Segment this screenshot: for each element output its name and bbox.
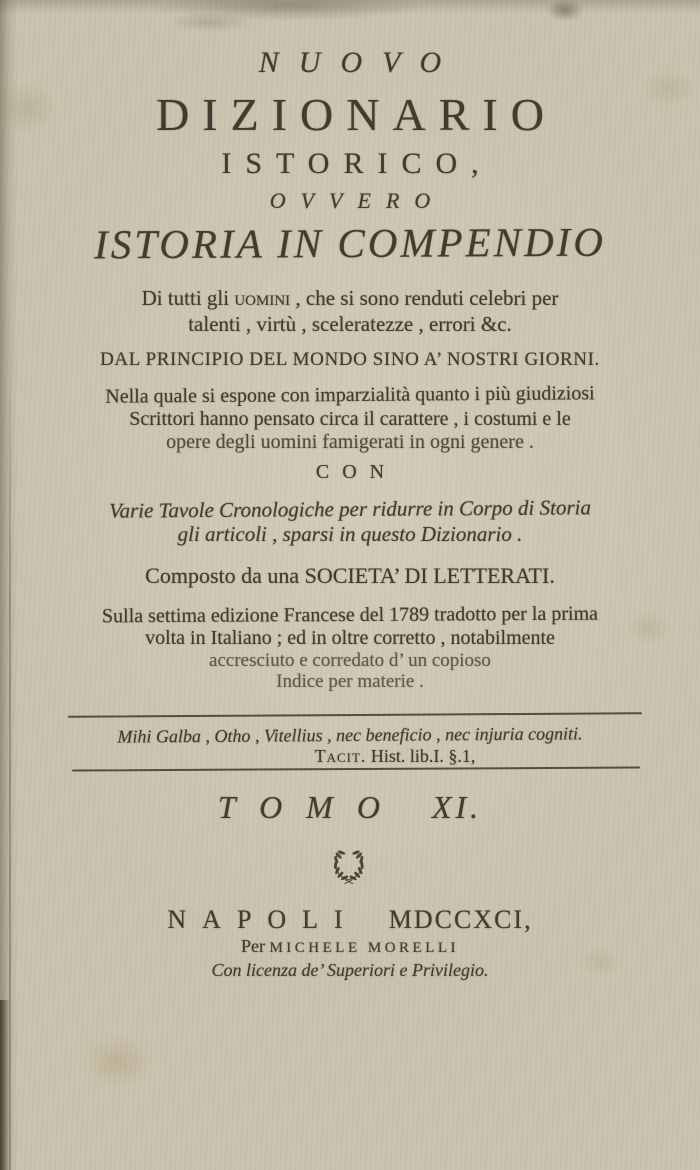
description-line-3: opere degli uomini famigerati in ogni genere . (166, 431, 534, 453)
imprint-publisher-pre: Per (240, 936, 270, 956)
epigraph-citation-author: Tacit. (314, 746, 367, 766)
subtitle-line-1 (0, 286, 700, 311)
edition-note-line-1: Sulla settima edizione Francese del 1789 tradotto per la prima (101, 602, 599, 628)
epigraph-quote: Mihi Galba , Otho , Vitellius , nec beneficio , nec injuria cogniti. (117, 723, 583, 747)
authorship-line: Composto da una SOCIETA’ DI LETTERATI. (145, 563, 555, 588)
title-line-nuovo: NUOVO (258, 46, 462, 79)
horizontal-rule-bottom (72, 767, 640, 772)
subtitle-line-2: talenti , virtù , sceleratezze , errori &c. (188, 312, 512, 336)
description-line-1: Nella quale si espone con imparzialità quanto i più giudiziosi (105, 382, 595, 408)
con-word: CON (315, 461, 398, 483)
subtitle-line1-smallcaps: uomini (234, 286, 291, 310)
epigraph-citation-rest: Hist. lib.I. §.1, (366, 746, 476, 766)
volume-word: TOMO (217, 789, 404, 825)
imprint-publisher-name: MICHELE MORELLI (269, 940, 460, 956)
tables-note-line-2: gli articoli , sparsi in questo Dizionario . (177, 522, 523, 546)
subtitle-line1-post: , che si sono renduti celebri per (290, 286, 559, 310)
edition-note-line-4: Indice per materie . (276, 671, 424, 692)
imprint-year: MDCCXCI, (388, 905, 533, 934)
page-crease (9, 350, 11, 1170)
description-line-2: Scrittori hanno pensato circa il carattere , i costumi e le (129, 408, 571, 430)
laurel-wreath-icon (319, 840, 379, 888)
scope-line: DAL PRINCIPIO DEL MONDO SINO A’ NOSTRI GIORNI. (100, 349, 600, 370)
epigraph-citation (90, 746, 700, 767)
imprint-city: NAPOLI (167, 905, 359, 934)
imprint-license-line: Con licenza de’ Superiori e Privilegio. (211, 960, 489, 980)
title-line-dizionario: DIZIONARIO (156, 89, 557, 140)
edition-note-line-2: volta in Italiano ; ed in oltre corretto , notabilmente (145, 627, 555, 649)
title-line-ovvero: OVVERO (269, 188, 446, 213)
title-line-istoria-in-compendio: ISTORIA IN COMPENDIO (94, 218, 606, 268)
volume-number: XI. (431, 789, 483, 825)
imprint-publisher-line (0, 936, 700, 957)
horizontal-rule-top (68, 712, 642, 718)
subtitle-line1-pre: Di tutti gli (141, 286, 235, 310)
title-line-istorico: ISTORICO, (221, 147, 493, 180)
imprint-city-year (0, 905, 700, 935)
volume-line (0, 789, 700, 826)
edition-note-line-3: accresciuto e corredato d’ un copioso (209, 650, 491, 671)
tables-note-line-1: Varie Tavole Cronologiche per ridurre in Corpo di Storia (108, 495, 591, 523)
